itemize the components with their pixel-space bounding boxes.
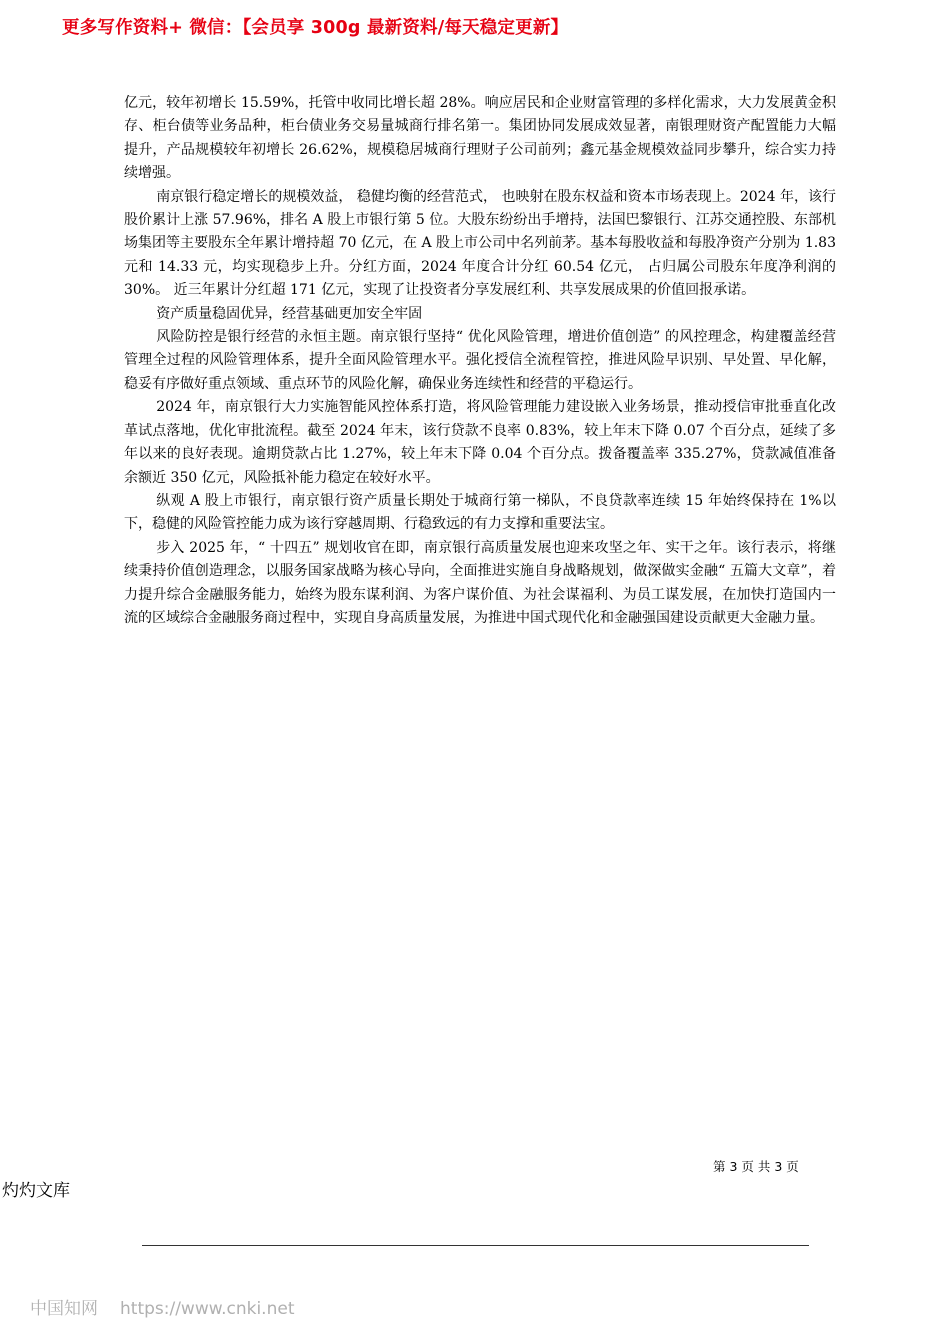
watermark-brand: 中国知网	[30, 1299, 98, 1319]
paragraph-asset-quality-overview: 纵观 A 股上市银行，南京银行资产质量长期处于城商行第一梯队，不良贷款率连续 15 年始终保持在 1%以下，稳健的风险管控能力成为该行穿越周期、行稳致远的有力支撑和重要法宝。	[124, 492, 836, 533]
source-watermark	[30, 1294, 294, 1319]
footer-divider	[142, 1245, 809, 1246]
library-name: 灼灼文库	[2, 1181, 70, 1201]
watermark-url: https://www.cnki.net	[120, 1299, 295, 1319]
promo-banner: 更多写作资料+ 微信：【会员享 300g 最新资料/每天稳定更新】	[62, 18, 569, 38]
article-body	[124, 92, 836, 630]
paragraph-smart-risk-system: 2024 年，南京银行大力实施智能风控体系打造，将风险管理能力建设嵌入业务场景，推动授信审批垂直化改革试点落地，优化审批流程。截至 2024 年末，该行贷款不良率 0.83%，较上年末下降 0.07 个百分点，延续了多年以来的良好表现。逾期贷款占比 1.27%，较上年末下降 0.04 个百分点。拨备覆盖率 335.27%，贷款减值准备余额近 350 亿元，风险抵补能力稳定在较好水平。	[124, 399, 836, 486]
paragraph-risk-control: 风险防控是银行经营的永恒主题。南京银行坚持“ 优化风险管理，增进价值创造” 的风控理念，构建覆盖经营管理全过程的风险管理体系，提升全面风险管理水平。强化授信全流程管控，推进风险早识别、早处置、早化解，稳妥有序做好重点领域、重点环节的风险化解，确保业务连续性和经营的平稳运行。	[124, 329, 836, 392]
paragraph-continuation: 亿元，较年初增长 15.59%，托管中收同比增长超 28%。响应居民和企业财富管理的多样化需求，大力发展黄金积存、柜台债等业务品种，柜台债业务交易量城商行排名第一。集团协同发展成效显著，南银理财资产配置能力大幅提升，产品规模较年初增长 26.62%，规模稳居城商行理财子公司前列；鑫元基金规模效益同步攀升，综合实力持续增强。	[124, 95, 836, 182]
paragraph-outlook-2025: 步入 2025 年，“ 十四五” 规划收官在即，南京银行高质量发展也迎来攻坚之年、实干之年。该行表示，将继续秉持价值创造理念，以服务国家战略为核心导向，全面推进实施自身战略规划，做深做实金融“ 五篇大文章”，着力提升综合金融服务能力，始终为股东谋利润、为客户谋价值、为社会谋福利、为员工谋发展，在加快打造国内一流的区域综合金融服务商过程中，实现自身高质量发展，为推进中国式现代化和金融强国建设贡献更大金融力量。	[124, 539, 836, 626]
page-number: 第 3 页 共 3 页	[713, 1159, 799, 1174]
section-heading-asset-quality: 资产质量稳固优异，经营基础更加安全牢固	[156, 305, 423, 322]
paragraph-shareholder-returns: 南京银行稳定增长的规模效益， 稳健均衡的经营范式， 也映射在股东权益和资本市场表现上。2024 年，该行股价累计上涨 57.96%，排名 A 股上市银行第 5 位。大股东纷纷出手增持，法国巴黎银行、江苏交通控股、东部机场集团等主要股东全年累计增持超 70 亿元，在 A 股上市公司中名列前茅。基本每股收益和每股净资产分别为 1.83 元和 14.33 元，均实现稳步上升。分红方面，2024 年度合计分红 60.54 亿元， 占归属公司股东年度净利润的 30%。 近三年累计分红超 171 亿元，实现了让投资者分享发展红利、共享发展成果的价值回报承诺。	[124, 188, 836, 299]
